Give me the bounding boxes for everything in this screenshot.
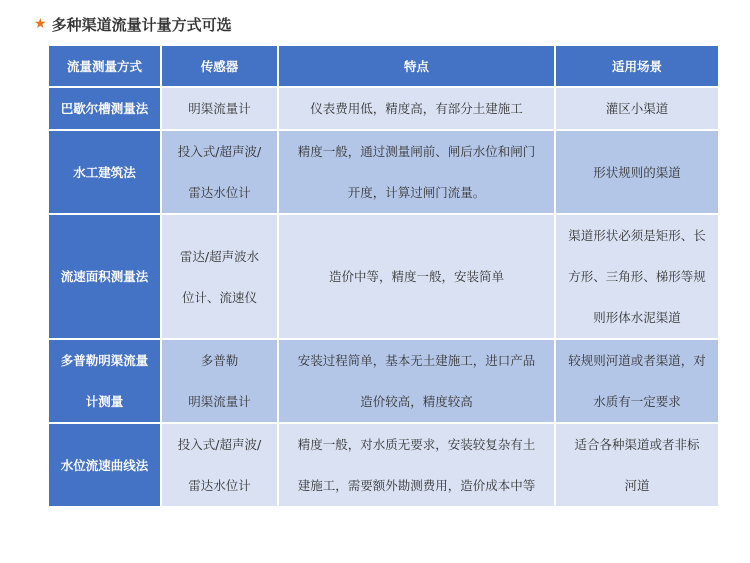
method-cell: 巴歇尔槽测量法 xyxy=(49,88,160,129)
feature-cell: 造价中等，精度一般，安装简单 xyxy=(279,215,554,338)
scene-cell: 适合各种渠道或者非标 河道 xyxy=(556,424,718,506)
feature-cell: 精度一般，对水质无要求，安装较复杂有土 建施工，需要额外勘测费用，造价成本中等 xyxy=(279,424,554,506)
scene-cell: 灌区小渠道 xyxy=(556,88,718,129)
header-method: 流量测量方式 xyxy=(49,46,160,86)
method-cell: 多普勒明渠流量 计测量 xyxy=(49,340,160,422)
scene-cell: 渠道形状必须是矩形、长 方形、三角形、梯形等规 则形体水泥渠道 xyxy=(556,215,718,338)
section-heading xyxy=(34,12,232,36)
flow-measurement-table xyxy=(47,44,720,508)
method-cell: 水工建筑法 xyxy=(49,131,160,213)
table-row xyxy=(49,88,718,129)
feature-cell: 仪表费用低，精度高，有部分土建施工 xyxy=(279,88,554,129)
method-cell: 水位流速曲线法 xyxy=(49,424,160,506)
sensor-cell: 投入式/超声波/ 雷达水位计 xyxy=(162,131,277,213)
section-title: 多种渠道流量计量方式可选 xyxy=(51,15,232,34)
scene-cell: 形状规则的渠道 xyxy=(556,131,718,213)
sensor-cell: 明渠流量计 xyxy=(162,88,277,129)
header-sensor: 传感器 xyxy=(162,46,277,86)
feature-cell: 安装过程简单，基本无土建施工，进口产品 造价较高，精度较高 xyxy=(279,340,554,422)
table-row xyxy=(49,424,718,506)
table-row xyxy=(49,131,718,213)
sensor-cell: 多普勒 明渠流量计 xyxy=(162,340,277,422)
star-icon: ★ xyxy=(34,16,47,32)
table-row xyxy=(49,340,718,422)
scene-cell: 较规则河道或者渠道，对 水质有一定要求 xyxy=(556,340,718,422)
header-feature: 特点 xyxy=(279,46,554,86)
sensor-cell: 投入式/超声波/ 雷达水位计 xyxy=(162,424,277,506)
feature-cell: 精度一般，通过测量闸前、闸后水位和闸门 开度，计算过闸门流量。 xyxy=(279,131,554,213)
table-header-row xyxy=(49,46,718,86)
header-scene: 适用场景 xyxy=(556,46,718,86)
table-row xyxy=(49,215,718,338)
sensor-cell: 雷达/超声波水 位计、流速仪 xyxy=(162,215,277,338)
method-cell: 流速面积测量法 xyxy=(49,215,160,338)
